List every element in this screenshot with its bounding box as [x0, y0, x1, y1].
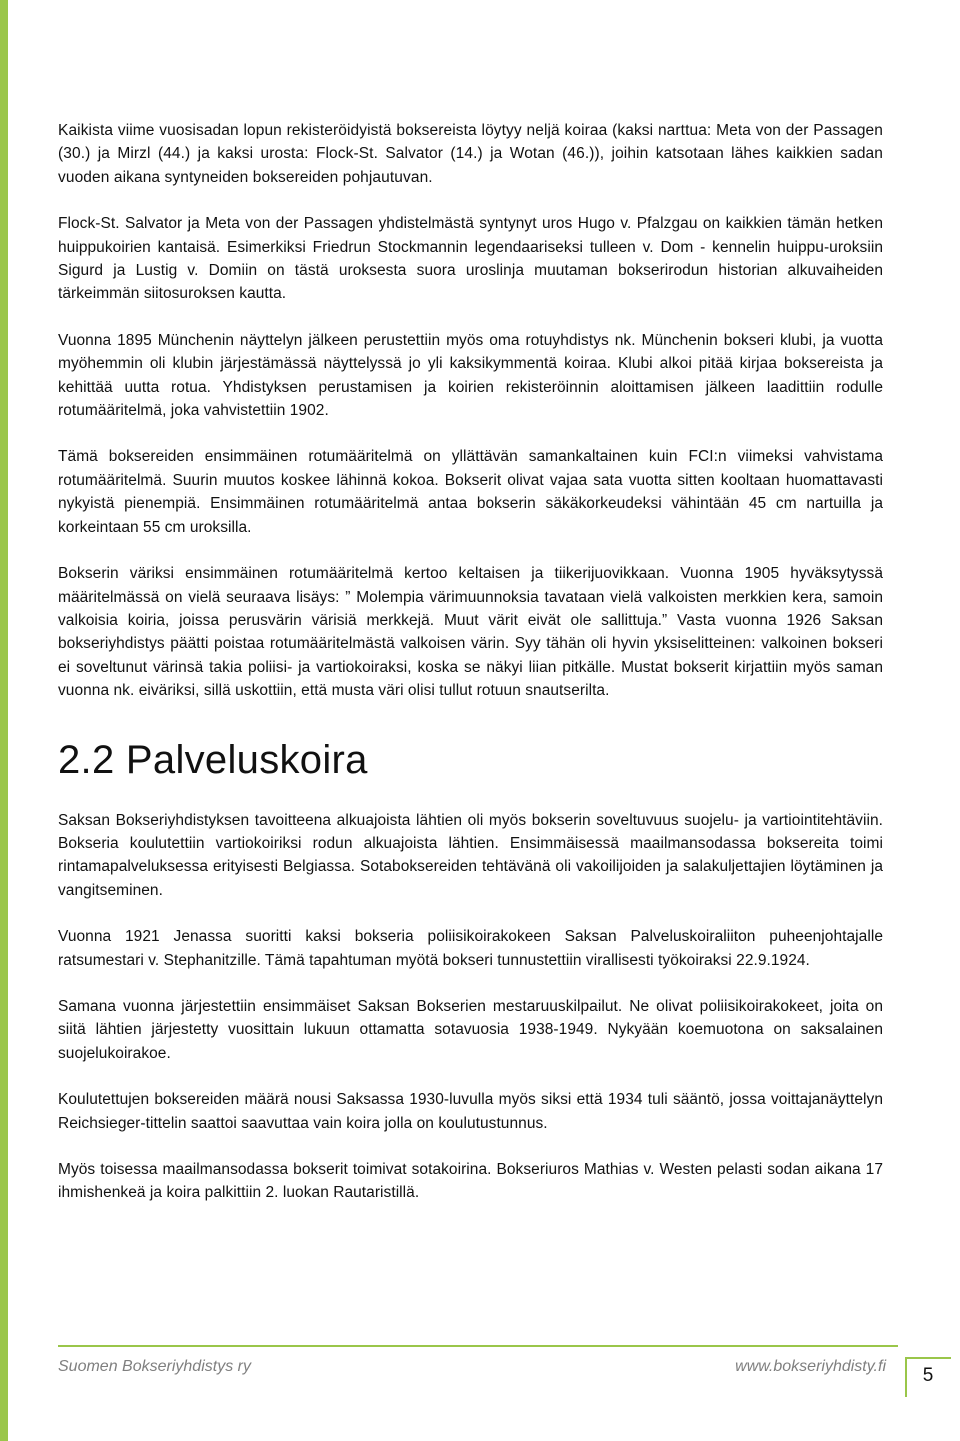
left-page-border [0, 0, 8, 1441]
paragraph-hugo-pfalzgau: Flock-St. Salvator ja Meta von der Passagen yhdistelmästä syntynyt uros Hugo v. Pfalzgau on kaikkien tämän hetken huippukoirien kantaisä. Esimerkiksi Friedrun Stockmannin legendaariseksi tulleen v. Dom - kennelin huippu-uroksiin Sigurd ja Lustig v. Domiin on tästä uroksesta suora uroslinja muutaman bokserirodun historian alkuvaiheiden tärkeimmän siitosuroksen kautta. [58, 215, 883, 303]
paragraph-founding-dogs: Kaikista viime vuosisadan lopun rekisteröidyistä boksereista löytyy neljä koiraa (kaksi narttua: Meta von der Passagen (30.) ja Mirzl (44.) ja kaksi urosta: Flock-St. Salvator (14.) ja Wotan (46.)), joihin katsotaan lähes kaikkien sadan vuoden aikana syntyneiden boksereiden pohjautuvan. [58, 122, 883, 186]
paragraph-colors: Bokserin väriksi ensimmäinen rotumääritelmä kertoo keltaisen ja tiikerijuovikkaan. Vuonna 1905 hyväksytyssä määritelmässä on vielä seuraava lisäys: ” Molempia värimuunnoksia tavataan vielä valkoisten merkkien kera, samoin valkoisia koiria, joissa perusvärin värisiä merkkejä. Muut värit eivät ole sallittuja.” Vasta vuonna 1926 Saksan bokseriyhdistys päätti poistaa rotumääritelmästä valkoisen värin. Syy tähän oli hyvin yksiselitteinen: valkoinen bokseri ei soveltunut värinsä takia poliisi- ja vartiokoiraksi, koska se näkyi liian pitkälle. Mustat bokserit kirjattiin myös saman vuonna nk. eiväriksi, sillä uskottiin, että musta väri olisi tullut rotuun snautserilta. [58, 565, 883, 700]
paragraph-munich-club: Vuonna 1895 Münchenin näyttelyn jälkeen perustettiin myös oma rotuyhdistys nk. Münchenin bokseri klubi, ja vuotta myöhemmin oli klubin järjestämässä näyttelyssä jo yli kaksikymmentä koiraa. Klubi alkoi pitää kirjaa boksereista ja kehittää uutta rotua. Yhdistyksen perustamisen ja koirien rekisteröinnin aloittamisen jälkeen laadittiin rodulle rotumääritelmä, joka vahvistettiin 1902. [58, 331, 883, 420]
paragraph-service-goals: Saksan Bokseriyhdistyksen tavoitteena alkuajoista lähtien oli myös bokserin soveltuvuus suojelu- ja vartiointitehtäviin. Bokseria koulutettiin vartiokoiriksi rodun alkuajoista lähtien. Ensimmäisessä maailmansodassa boksereita toimi rintamapalveluksessa erityisesti Belgiassa. Sotaboksereiden tehtävänä oli vakoilijoiden ja salakuljettajien löytäminen ja vangitseminen. [58, 811, 883, 899]
paragraph-ww2: Myös toisessa maailmansodassa bokserit toimivat sotakoirina. Bokseriuros Mathias v. Westen pelasti sodan aikana 17 ihmishenkeä ja koira palkittiin 2. luokan Rautaristillä. [58, 1161, 883, 1202]
paragraph-first-standard: Tämä boksereiden ensimmäinen rotumääritelmä on yllättävän samankaltainen kuin FCI:n viimeksi vahvistama rotumääritelmä. Suurin muutos koskee lähinnä kokoa. Bokserit olivat vajaa sata vuotta sitten kooltaan huomattavasti nykyistä pienempiä. Ensimmäinen rotumääritelmä antaa bokserin säkäkorkeudeksi vähintään 45 cm nartuilla ja korkeintaan 55 cm uroksilla. [58, 448, 883, 536]
paragraph-jena-1921: Vuonna 1921 Jenassa suoritti kaksi bokseria poliisikoirakokeen Saksan Palveluskoiraliiton puheenjohtajalle ratsumestari v. Stephanitzille. Tämä tapahtuman myötä bokseri tunnustettiin virallisesti työkoiraksi 22.9.1924. [58, 928, 883, 969]
page-number: 5 [922, 1365, 934, 1386]
footer-organization: Suomen Bokseriyhdistys ry [58, 1358, 251, 1375]
page-body [58, 119, 883, 1205]
footer-divider [58, 1345, 898, 1347]
paragraph-1930s-training: Koulutettujen boksereiden määrä nousi Saksassa 1930-luvulla myös siksi että 1934 tuli sääntö, jossa voittajanäyttelyn Reichsieger-tittelin saattoi saavuttaa vain koira jolla on koulutustunnus. [58, 1091, 883, 1132]
section-heading: 2.2 Palveluskoira [58, 737, 368, 782]
paragraph-championships: Samana vuonna järjestettiin ensimmäiset Saksan Bokserien mestaruuskilpailut. Ne olivat poliisikoirakokeet, joita on siitä lähtien järjestetty vuosittain lukuun ottamatta sotavuosia 1938-1949. Nykyään koemuotona on saksalainen suojelukoirakoe. [58, 997, 883, 1062]
footer-website: www.bokseriyhdisty.fi [735, 1358, 886, 1375]
